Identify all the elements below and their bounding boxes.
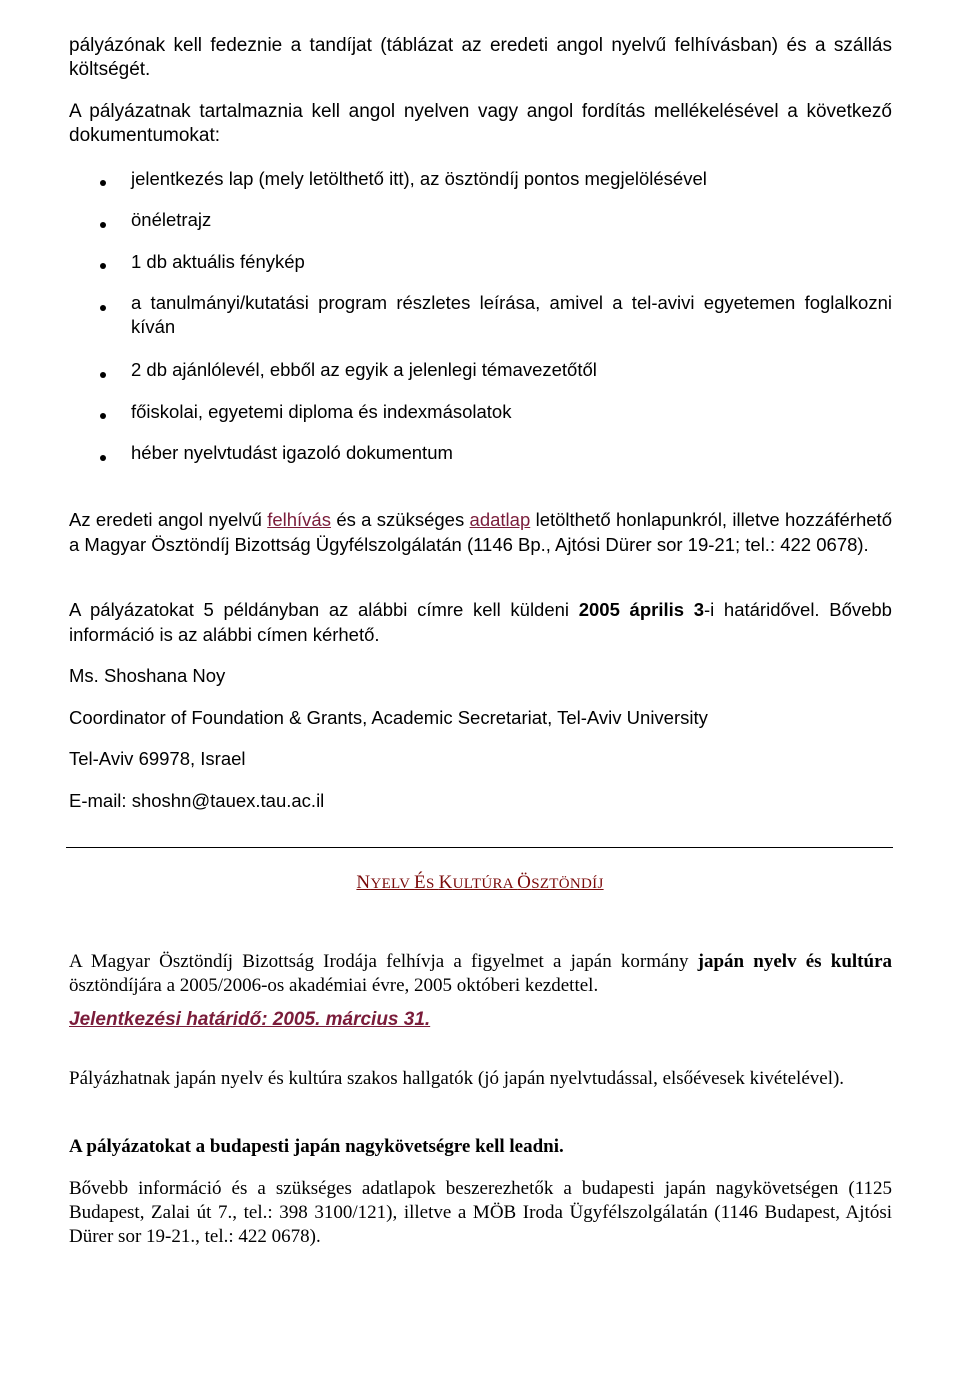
submission-deadline: 2005 április 3 — [578, 599, 704, 620]
paragraph-submit-embassy: A pályázatokat a budapesti japán nagykövetségre kell leadni. — [69, 1136, 564, 1157]
contact-role: Coordinator of Foundation & Grants, Academic Secretariat, Tel-Aviv University — [69, 707, 708, 728]
info-text-pre: Az eredeti angol nyelvű — [69, 509, 268, 530]
paragraph-submission — [69, 597, 892, 647]
bullet-dot — [100, 263, 106, 269]
info-text-mid: és a szükséges — [330, 509, 470, 530]
bullet-dot — [100, 455, 106, 461]
list-item: 2 db ajánlólevél, ebből az egyik a jelenlegi témavezetőtől — [131, 359, 597, 380]
bullet-dot — [100, 222, 106, 228]
title-cap: N — [356, 872, 371, 893]
submission-text-post: -i határidővel. Bővebb információ is az alábbi címen kérhető. — [69, 599, 892, 645]
title-small: SZTÖNDÍJ — [531, 876, 604, 892]
paragraph-download-info — [69, 507, 892, 557]
bullet-dot — [100, 180, 106, 186]
list-item: a tanulmányi/kutatási program részletes leírása, amivel a tel-avivi egyetemen foglalkozni kíván — [131, 292, 892, 337]
intro-text-pre: A Magyar Ösztöndíj Bizottság Irodája felhívja a figyelmet a japán kormány — [69, 951, 698, 972]
application-deadline-link[interactable]: Jelentkezési határidő: 2005. március 31. — [69, 1009, 431, 1030]
paragraph-tuition: pályázónak kell fedeznie a tandíjat (táblázat az eredeti angol nyelvű felhívásban) és a szállás költségét. — [69, 35, 892, 80]
paragraph-more-info: Bővebb információ és a szükséges adatlapok beszerezhetők a budapesti japán nagykövetségen (1125 Budapest, Zalai út 7., tel.: 398 3100/121), illetve a MÖB Iroda Ügyfélszolgálatán (1146 Budapest, Ajtósi Dürer sor 19-21., tel.: 422 0678). — [69, 1178, 892, 1247]
title-small: YELV — [370, 876, 415, 892]
intro-bold: japán nyelv és kultúra — [697, 951, 892, 972]
list-item: héber nyelvtudást igazoló dokumentum — [131, 442, 453, 463]
title-cap: É — [414, 872, 426, 893]
paragraph-japan-intro — [69, 950, 892, 998]
list-item: 1 db aktuális fénykép — [131, 251, 305, 272]
felhivas-link[interactable]: felhívás — [267, 509, 331, 530]
title-cap: Ö — [517, 872, 532, 893]
list-item: önéletrajz — [131, 209, 212, 230]
info-text-post: letölthető honlapunkról, illetve hozzáférhető a Magyar Ösztöndíj Bizottság Ügyfélszolgálatán (1146 Bp., Ajtósi Dürer sor 19-21; tel.: 422 0678). — [69, 509, 892, 555]
contact-email: E-mail: shoshn@tauex.tau.ac.il — [69, 790, 325, 811]
contact-name: Ms. Shoshana Noy — [69, 665, 226, 686]
intro-text-post: ösztöndíjára a 2005/2006-os akadémiai évre, 2005 októberi kezdettel. — [69, 975, 599, 996]
title-small: ULTÚRA — [452, 876, 518, 892]
list-item: főiskolai, egyetemi diploma és indexmásolatok — [131, 401, 512, 422]
paragraph-required-documents: A pályázatnak tartalmaznia kell angol nyelven vagy angol fordítás mellékelésével a következő dokumentumokat: — [69, 101, 892, 146]
adatlap-link[interactable]: adatlap — [469, 509, 531, 530]
section-title — [0, 872, 960, 894]
submission-text-pre: A pályázatokat 5 példányban az alábbi címre kell küldeni — [69, 599, 579, 620]
bullet-dot — [100, 413, 106, 419]
bullet-dot — [100, 305, 106, 311]
title-cap: K — [438, 872, 453, 893]
section-divider — [66, 847, 893, 848]
bullet-dot — [100, 372, 106, 378]
title-small: S — [425, 876, 439, 892]
paragraph-eligibility: Pályázhatnak japán nyelv és kultúra szakos hallgatók (jó japán nyelvtudással, elsőévesek kivételével). — [69, 1068, 845, 1089]
list-item: jelentkezés lap (mely letölthető itt), az ösztöndíj pontos megjelölésével — [131, 168, 707, 189]
contact-city: Tel-Aviv 69978, Israel — [69, 748, 246, 769]
